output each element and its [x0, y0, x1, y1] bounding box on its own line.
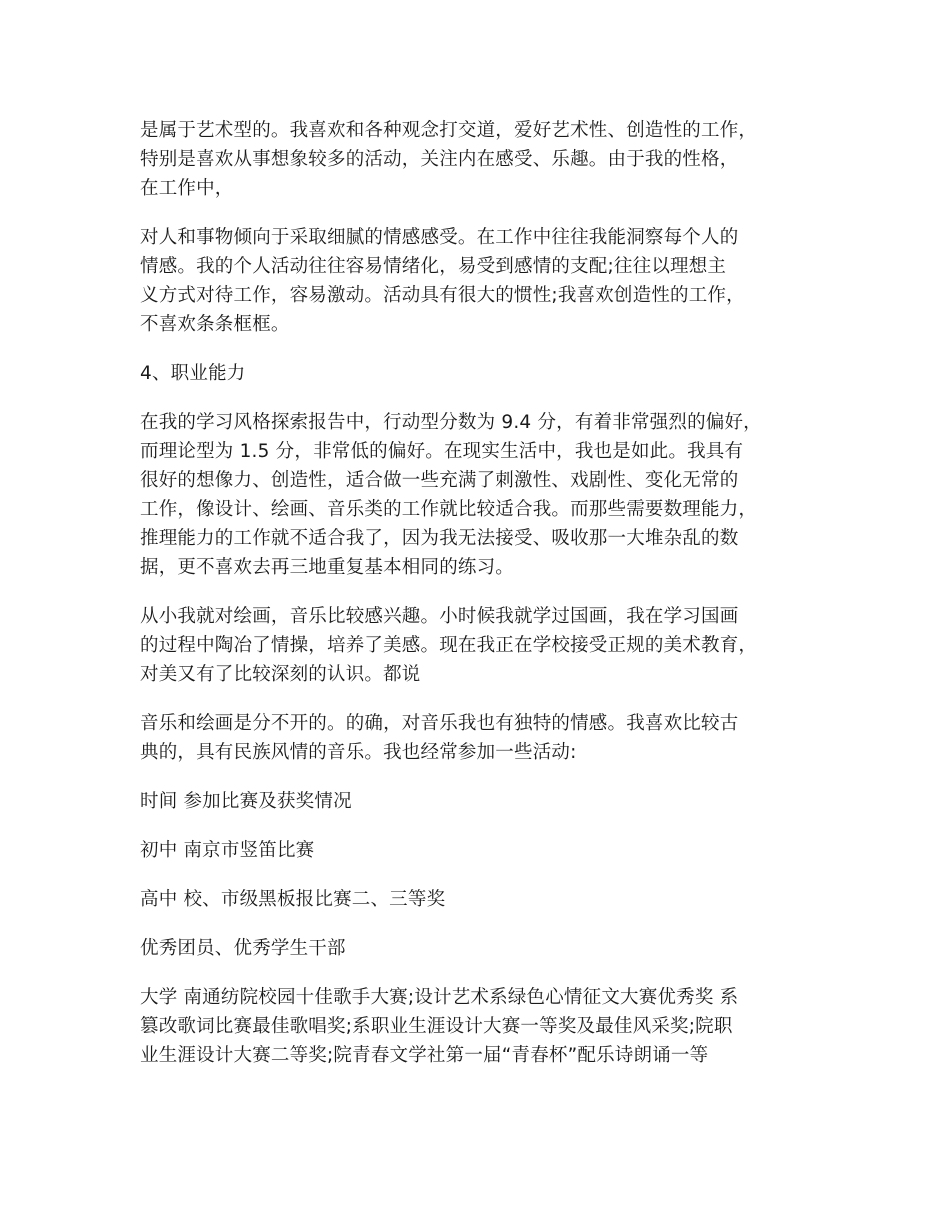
text-line: 情感。我的个人活动往往容易情绪化，易受到感情的支配;往往以理想主: [140, 256, 727, 277]
paragraph: [140, 602, 830, 689]
text-line: 不喜欢条条框框。: [140, 314, 290, 335]
text-line: 4、职业能力: [140, 363, 246, 384]
paragraph: [140, 983, 830, 1070]
text-line: 时间 参加比赛及获奖情况: [140, 791, 352, 812]
text-line: 大学 南通纺院校园十佳歌手大赛;设计艺术系绿色心情征文大赛优秀奖 系: [140, 987, 739, 1008]
paragraph: [140, 408, 830, 582]
text-line: 从小我就对绘画，音乐比较感兴趣。小时候我就学过国画，我在学习国画: [140, 606, 739, 627]
paragraph: [140, 223, 830, 339]
paragraph: [140, 885, 830, 914]
text-line: 的过程中陶冶了情操，培养了美感。现在我正在学校接受正规的美术教育，: [140, 635, 758, 656]
paragraph: [140, 934, 830, 963]
text-line: 特别是喜欢从事想象较多的活动，关注内在感受、乐趣。由于我的性格，: [140, 149, 739, 170]
text-line: 是属于艺术型的。我喜欢和各种观念打交道，爱好艺术性、创造性的工作，: [140, 120, 758, 141]
text-line: 在工作中，: [140, 178, 234, 199]
text-line: 典的，具有民族风情的音乐。我也经常参加一些活动:: [140, 742, 577, 763]
text-line: 初中 南京市竖笛比赛: [140, 840, 315, 861]
paragraph: [140, 787, 830, 816]
text-line: 推理能力的工作就不适合我了，因为我无法接受、吸收那一大堆杂乱的数: [140, 528, 739, 549]
text-line: 工作，像设计、绘画、音乐类的工作就比较适合我。而那些需要数理能力，: [140, 499, 758, 520]
text-line: 对美又有了比较深刻的认识。都说: [140, 664, 421, 685]
text-line: 在我的学习风格探索报告中，行动型分数为 9.4 分，有着非常强烈的偏好，: [140, 412, 762, 433]
text-line: 音乐和绘画是分不开的。的确，对音乐我也有独特的情感。我喜欢比较古: [140, 713, 739, 734]
paragraph: [140, 116, 830, 203]
text-line: 对人和事物倾向于采取细腻的情感感受。在工作中往往我能洞察每个人的: [140, 227, 739, 248]
paragraph: [140, 359, 830, 388]
document-body: [140, 116, 830, 1090]
text-line: 义方式对待工作，容易激动。活动具有很大的惯性;我喜欢创造性的工作，: [140, 285, 745, 306]
text-line: 很好的想像力、创造性，适合做一些充满了刺激性、戏剧性、变化无常的: [140, 470, 739, 491]
text-line: 高中 校、市级黑板报比赛二、三等奖: [140, 889, 446, 910]
paragraph: [140, 709, 830, 767]
paragraph: [140, 836, 830, 865]
text-line: 而理论型为 1.5 分，非常低的偏好。在现实生活中，我也是如此。我具有: [140, 441, 744, 462]
text-line: 据，更不喜欢去再三地重复基本相同的练习。: [140, 557, 515, 578]
text-line: 篡改歌词比赛最佳歌唱奖;系职业生涯设计大赛一等奖及最佳风采奖;院职: [140, 1016, 733, 1037]
text-line: 业生涯设计大赛二等奖;院青春文学社第一届“青春杯”配乐诗朗诵一等: [140, 1045, 709, 1066]
text-line: 优秀团员、优秀学生干部: [140, 938, 346, 959]
